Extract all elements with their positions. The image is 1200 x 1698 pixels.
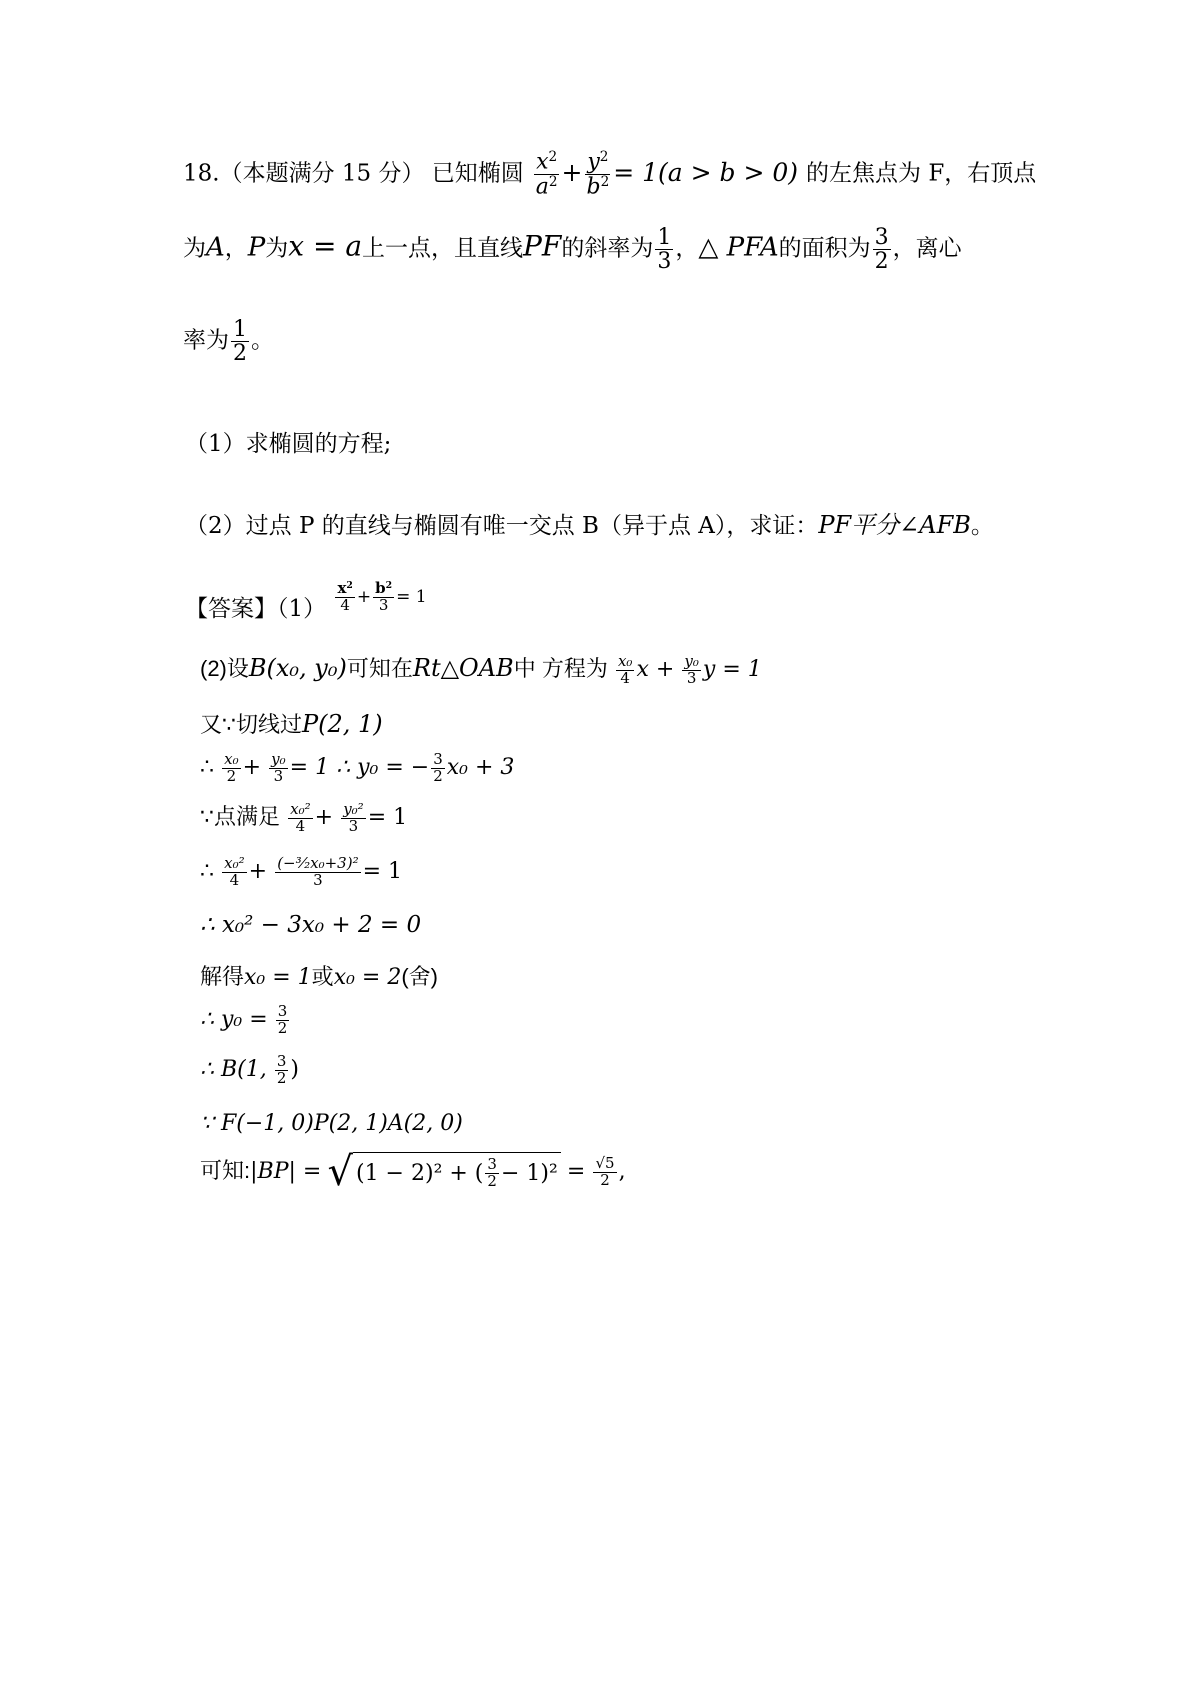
fraction: $\frac{3}{2}$ — [277, 1002, 288, 1037]
part-2-text: （2）过点 P 的直线与椭圆有唯一交点 B（异于点 A），求证： — [185, 513, 819, 539]
solution-line-10: ∵ F(−1, 0)P(2, 1)A(2, 0) — [200, 1111, 463, 1136]
punct: 。 — [251, 327, 274, 354]
question-line-2 — [183, 226, 962, 273]
question-text: 为 — [183, 235, 206, 262]
solution-line-5: ∴ $\frac{\text{x₀²}}{4}$ + $\frac{\text{(−³⁄₂x₀+3)²}}{3}$ = 1 — [200, 854, 403, 889]
fraction: $\frac{\text{x₀²}}{4}$ — [224, 854, 245, 889]
solution-line-6: ∴ x₀² − 3x₀ + 2 = 0 — [200, 912, 422, 938]
fraction: $\frac{\text{x₀}}{4}$ — [617, 651, 633, 687]
punct: ， — [224, 235, 248, 262]
fraction: $\frac{3}{2}$ — [487, 1155, 497, 1190]
solution-line-2: 又∵切线过P(2, 1) — [200, 710, 383, 738]
line-equation: x = a — [288, 229, 363, 263]
fraction: $\frac{\text{x₀²}}{4}$ — [290, 799, 311, 835]
solution-line-1: (2)设B(x₀, y₀)可知在Rt△OAB中 方程为 $\frac{\text{x₀}}{4}$ x + $\frac{\text{y₀}}{3}$ y = 1 — [200, 651, 762, 687]
part-1: （1）求椭圆的方程; — [185, 431, 392, 457]
question-number: 18. — [183, 160, 220, 187]
eccentricity-fraction: $\frac{1}{2}$ — [233, 317, 247, 367]
answer-label: 【答案】（1） — [185, 596, 327, 622]
area-fraction: $\frac{3}{2}$ — [874, 225, 889, 275]
question-text: 的斜率为 — [561, 235, 654, 262]
fraction: $\frac{\text{y₀}}{3}$ — [271, 750, 286, 785]
fraction: $\frac{b^2}{3}$ — [375, 579, 393, 615]
fraction: $\frac{\text{y₀²}}{3}$ — [343, 799, 364, 835]
segment-PF: PF — [523, 229, 562, 263]
part-2-math: PF平分∠AFB — [818, 511, 971, 539]
punct: ， — [675, 235, 699, 262]
point-P: P — [247, 232, 266, 263]
solution-line-3: ∴ $\frac{\text{x₀}}{2}$ + $\frac{\text{y₀}}{3}$ = 1 ∴ y₀ = − $\frac{3}{2}$ x₀ + 3 — [200, 750, 515, 785]
question-text: 率为 — [183, 327, 229, 354]
solution-line-7: 解得x₀ = 1或x₀ = 2(舍) — [200, 964, 438, 990]
fraction: $\frac{√5}{2}$ — [595, 1153, 615, 1189]
slope-fraction: $\frac{1}{3}$ — [657, 225, 672, 275]
part-2 — [185, 505, 994, 540]
question-text: 为 — [265, 235, 289, 262]
triangle-PFA: △ PFA — [698, 232, 779, 263]
punct: 。 — [970, 513, 994, 539]
fraction: $\frac{3}{2}$ — [433, 750, 443, 785]
question-text: 的面积为 — [778, 235, 871, 262]
question-line-1 — [183, 150, 1036, 198]
fraction: $\frac{\text{x₀}}{2}$ — [224, 750, 239, 785]
answer-equation: x2 4 + b2 3 = 1 — [337, 579, 427, 615]
fraction: $\frac{\text{y₀}}{3}$ — [684, 651, 699, 687]
fraction: $\frac{3}{2}$ — [276, 1052, 287, 1087]
square-root: √ (1 − 2)² + ( $\frac{3}{2}$ − 1)² — [327, 1152, 560, 1192]
question-text: ，离心 — [892, 235, 962, 262]
answer-header — [185, 579, 427, 628]
question-meta: （本题满分 15 分） — [219, 160, 425, 187]
question-line-3 — [183, 318, 274, 365]
question-text: 上一点，且直线 — [362, 235, 524, 262]
fraction: $\frac{x^2}{a^2}$ — [535, 149, 558, 200]
fraction: $\frac{\text{(−³⁄₂x₀+3)²}}{3}$ — [277, 854, 359, 889]
fraction: $\frac{y^2}{b^2}$ — [586, 149, 610, 200]
ellipse-equation: $\frac{x^2}{a^2}$ + $\frac{y^2}{b^2}$ = 1(a > b > 0) — [535, 149, 799, 200]
fraction: $\frac{x^2}{4}$ — [337, 579, 353, 615]
point-A: A — [206, 232, 225, 263]
solution-line-9: ∴ B(1, $\frac{3}{2}$ ) — [200, 1052, 299, 1087]
question-text: 的左焦点为 F，右顶点 — [806, 160, 1037, 187]
solution-line-8: ∴ y₀ = $\frac{3}{2}$ — [200, 1002, 288, 1037]
solution-line-11: 可知:|BP| = √ (1 − 2)² + ( $\frac{3}{2}$ − 1)² = $\frac{√5}{2}$ , — [200, 1149, 626, 1195]
solution-line-4: ∵点满足 $\frac{\text{x₀²}}{4}$ + $\frac{\text{y₀²}}{3}$ = 1 — [200, 799, 408, 835]
question-text: 已知椭圆 — [431, 160, 524, 187]
